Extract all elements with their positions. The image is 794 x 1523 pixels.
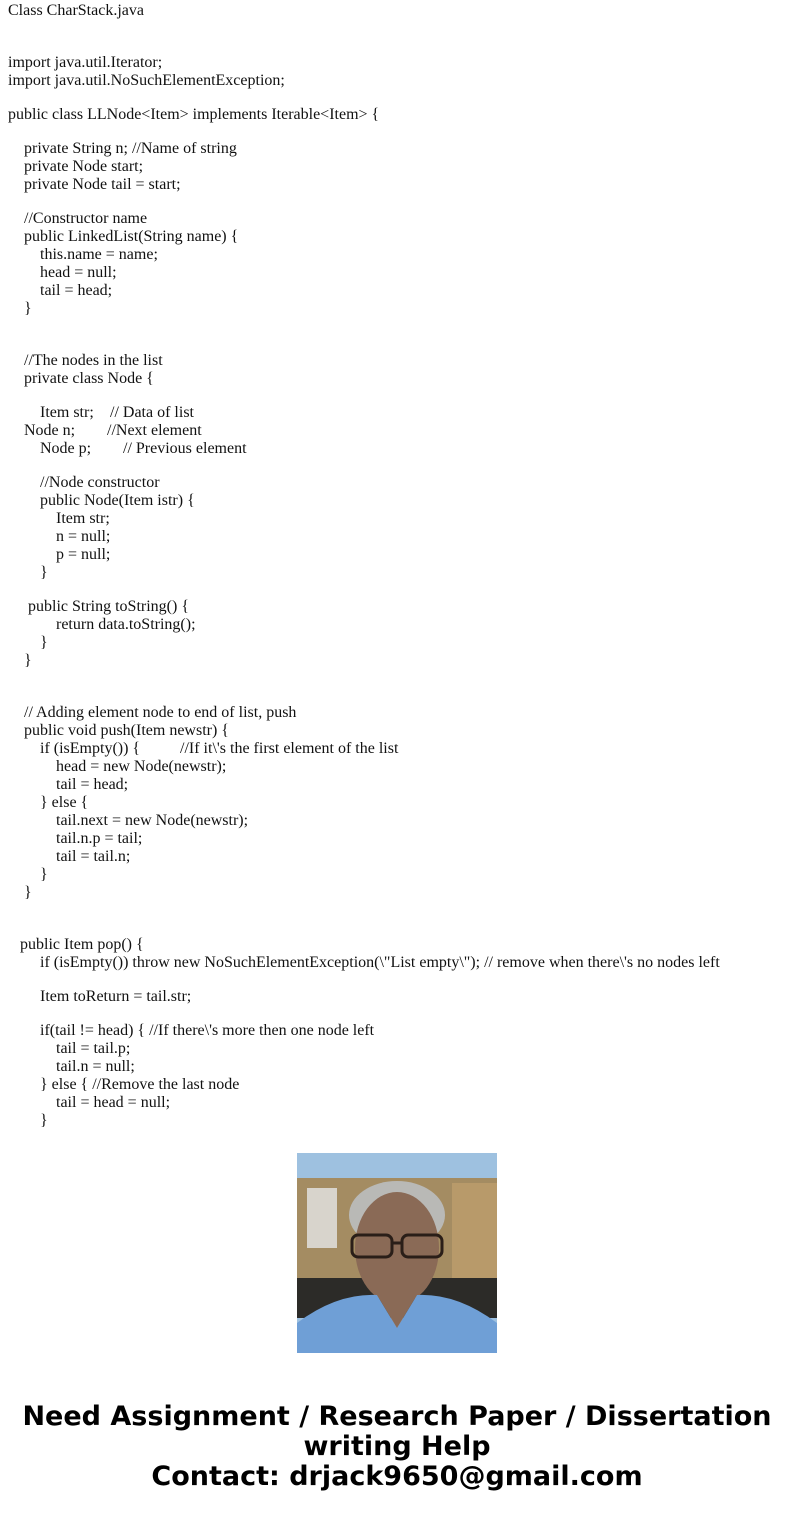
code-text: if (isEmpty()) throw new NoSuchElementException(\"List empty\"); // remove when there\'s no nodes left	[40, 954, 720, 971]
code-text: //The nodes in the list	[24, 352, 163, 369]
code-text: private class Node {	[24, 370, 154, 387]
code-line	[0, 722, 794, 740]
code-text: }	[40, 634, 48, 651]
code-line	[0, 988, 794, 1006]
code-text: } else {	[40, 794, 89, 811]
code-line	[0, 794, 794, 812]
footer-line-2: writing Help	[303, 1431, 491, 1462]
code-line	[0, 812, 794, 830]
code-text: }	[40, 866, 48, 883]
code-line	[0, 616, 794, 634]
code-text: public void push(Item newstr) {	[24, 722, 229, 739]
code-line-with-comment	[0, 440, 794, 458]
code-text: }	[40, 564, 48, 581]
code-line	[0, 176, 794, 194]
code-line	[0, 510, 794, 528]
code-text: }	[24, 652, 32, 669]
code-line	[0, 474, 794, 492]
code-line	[0, 72, 794, 90]
code-line	[0, 954, 794, 972]
code-line-with-comment	[0, 404, 794, 422]
code-text: Node p;	[40, 440, 92, 457]
code-text: Item str;	[56, 510, 110, 527]
code-text: head = null;	[40, 264, 117, 281]
person-photo-icon	[297, 1153, 497, 1353]
code-text: Node n;	[24, 422, 76, 439]
code-text: tail = tail.p;	[56, 1040, 131, 1057]
code-line	[0, 528, 794, 546]
avatar	[297, 1153, 497, 1353]
code-line	[0, 282, 794, 300]
code-text: public class LLNode<Item> implements Iterable<Item> {	[8, 106, 380, 123]
code-line	[0, 776, 794, 794]
code-line	[0, 634, 794, 652]
code-line	[0, 54, 794, 72]
code-text: Item toReturn = tail.str;	[40, 988, 192, 1005]
code-comment: // Previous element	[123, 440, 247, 457]
code-text: private Node start;	[24, 158, 144, 175]
code-text: private Node tail = start;	[24, 176, 181, 193]
code-text: tail = head;	[40, 282, 113, 299]
code-text: }	[40, 1112, 48, 1129]
code-line	[0, 1040, 794, 1058]
code-line	[0, 300, 794, 318]
code-text: }	[24, 300, 32, 317]
code-text: private String n; //Name of string	[24, 140, 237, 157]
code-text: return data.toString();	[56, 616, 196, 633]
code-text: public Item pop() {	[20, 936, 144, 953]
code-line	[0, 546, 794, 564]
code-line	[0, 564, 794, 582]
code-line	[0, 1076, 794, 1094]
code-line	[0, 264, 794, 282]
contact-footer	[0, 1402, 794, 1492]
code-text: //Node constructor	[40, 474, 160, 491]
code-line	[0, 246, 794, 264]
code-text: n = null;	[56, 528, 111, 545]
code-text: tail.n = null;	[56, 1058, 135, 1075]
code-line	[0, 228, 794, 246]
footer-line-1: Need Assignment / Research Paper / Dissertation	[22, 1401, 772, 1432]
code-line	[0, 1022, 794, 1040]
code-text: tail.next = new Node(newstr);	[56, 812, 249, 829]
code-text: //Constructor name	[24, 210, 148, 227]
code-text: head = new Node(newstr);	[56, 758, 227, 775]
document-title: Class CharStack.java	[8, 2, 144, 19]
code-text: public String toString() {	[28, 598, 190, 615]
code-text: public LinkedList(String name) {	[24, 228, 239, 245]
code-comment: //Next element	[107, 422, 202, 439]
footer-contact-email: Contact: drjack9650@gmail.com	[151, 1461, 643, 1492]
code-text: tail = head = null;	[56, 1094, 171, 1111]
code-line	[0, 1094, 794, 1112]
code-line	[0, 758, 794, 776]
code-line	[0, 158, 794, 176]
code-line	[0, 1112, 794, 1130]
code-line-with-comment	[0, 740, 794, 758]
code-line	[0, 598, 794, 616]
code-line	[0, 352, 794, 370]
code-line	[0, 210, 794, 228]
code-line	[0, 830, 794, 848]
code-text: Item str;	[40, 404, 94, 421]
code-line	[0, 492, 794, 510]
code-line	[0, 866, 794, 884]
code-text: if (isEmpty()) {	[40, 740, 141, 757]
code-line-with-comment	[0, 422, 794, 440]
code-line	[0, 884, 794, 902]
code-text: } else { //Remove the last node	[40, 1076, 240, 1093]
code-line	[0, 652, 794, 670]
code-line	[0, 848, 794, 866]
code-line	[0, 936, 794, 954]
code-text: }	[24, 884, 32, 901]
code-comment: //If it\'s the first element of the list	[180, 740, 399, 757]
code-text: tail = tail.n;	[56, 848, 131, 865]
code-text: if(tail != head) { //If there\'s more then one node left	[40, 1022, 375, 1039]
code-text: tail.n.p = tail;	[56, 830, 143, 847]
code-text: import java.util.NoSuchElementException;	[8, 72, 285, 89]
code-text: // Adding element node to end of list, push	[24, 704, 297, 721]
code-line	[0, 704, 794, 722]
code-comment: // Data of list	[110, 404, 194, 421]
code-line	[0, 370, 794, 388]
code-line	[0, 1058, 794, 1076]
code-text: public Node(Item istr) {	[40, 492, 195, 509]
code-text: import java.util.Iterator;	[8, 54, 163, 71]
code-text: tail = head;	[56, 776, 129, 793]
code-text: this.name = name;	[40, 246, 158, 263]
code-line	[0, 140, 794, 158]
code-text: p = null;	[56, 546, 111, 563]
code-line	[0, 106, 794, 124]
